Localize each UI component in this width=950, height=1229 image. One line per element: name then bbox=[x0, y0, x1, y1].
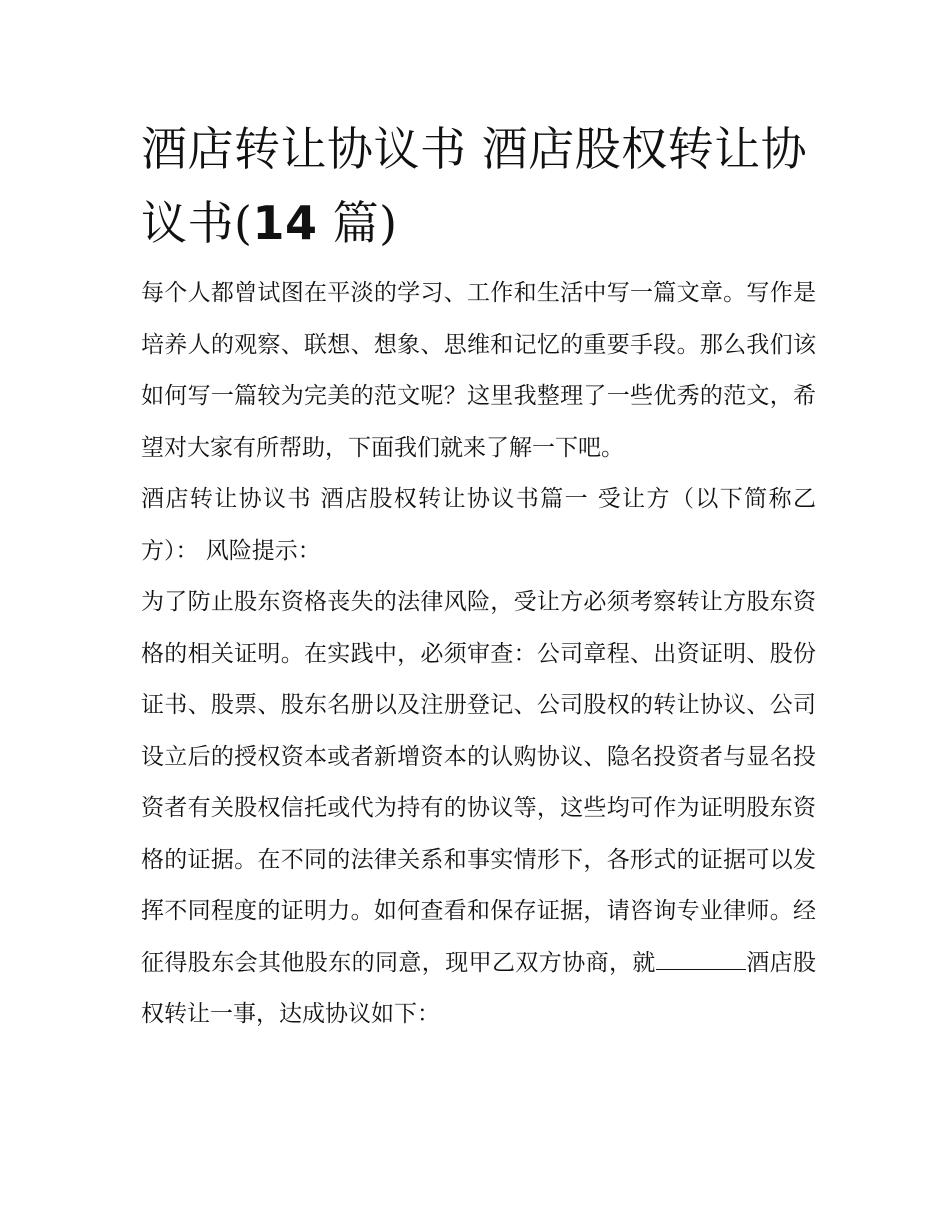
document-body bbox=[141, 268, 816, 1041]
intro-paragraph: 每个人都曾试图在平淡的学习、工作和生活中写一篇文章。写作是培养人的观察、联想、想象、思维和记忆的重要手段。那么我们该如何写一篇较为完美的范文呢？这里我整理了一些优秀的范文，希望对大家有所帮助，下面我们就来了解一下吧。 bbox=[141, 280, 816, 461]
title-count: 14 bbox=[252, 196, 318, 250]
document-title bbox=[141, 112, 816, 260]
title-text: 酒店转让协议书 酒店股权转让协议书( bbox=[141, 122, 808, 250]
fill-in-blank bbox=[656, 949, 746, 970]
risk-text-end: 酒店股权转让一事，达成协议如下： bbox=[141, 949, 817, 1027]
risk-text: 为了防止股东资格丧失的法律风险，受让方必须考察转让方股东资格的相关证明。在实践中，必须审查：公司章程、出资证明、股份证书、股票、股东名册以及注册登记、公司股权的转让协议、公司设立后的授权资本或者新增资本的认购协议、隐名投资者与显名投资者有关股权信托或代为持有的协议等，这些均可作为证明股东资格的证据。在不同的法律关系和事实情形下，各形式的证据可以发挥不同程度的证明力。如何查看和保存证据，请咨询专业律师。经征得股东会其他股东的同意，现甲乙双方协商，就 bbox=[141, 589, 816, 976]
section-heading: 酒店转让协议书 酒店股权转让协议书篇一 受让方（以下简称乙方）： 风险提示： bbox=[141, 486, 816, 564]
risk-paragraph bbox=[141, 577, 816, 1041]
document-page bbox=[141, 112, 816, 1041]
title-suffix: 篇) bbox=[317, 196, 398, 250]
